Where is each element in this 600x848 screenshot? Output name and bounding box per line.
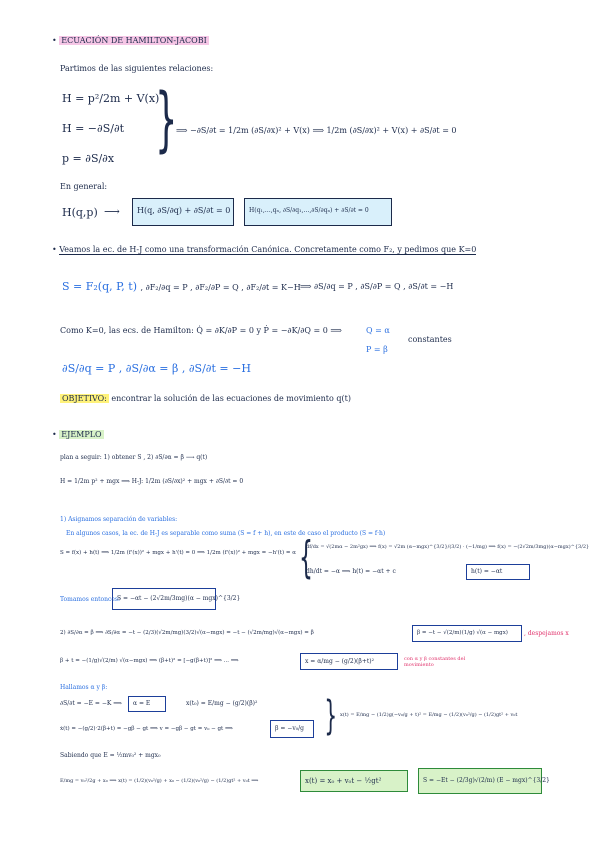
plan-a-seguir: plan a seguir: 1) obtener S , 2) ∂S/∂α = β ⟶ q(t) <box>60 454 208 461</box>
sabiendo-que: Sabiendo que E = ½mv₀² + mgx₀ <box>60 752 161 759</box>
velocity-line: ẋ(t) = −(g/2)·2(β+t) = −gβ − gt ⟹ v = −gβ − gt = v₀ − gt ⟹ <box>60 726 233 732</box>
step1-note: En algunos casos, la ec. de H-J es separable como suma (S = f + h), en este de caso el producto (S = f·h) <box>66 530 386 537</box>
arrow-right-icon: ⟶ <box>104 205 120 218</box>
left-brace-icon: { <box>299 532 313 583</box>
eq-S-F2: S = F₂(q, P, t) , ∂F₂/∂q = P , ∂F₂/∂P = Q , ∂F₂/∂t = K−H <box>62 280 301 293</box>
general-box-1: H(q, ∂S/∂q) + ∂S/∂t = 0 <box>132 198 234 226</box>
step1-df: df/dx = √(2mα − 2m²gx) ⟹ f(x) = √2m (α−mgx)^{3/2}/(3/2) · (−1/mg) ⟹ f(x) = −(2√2m/3mg)(α−mgx)^{3/2} <box>306 544 590 550</box>
hamiltonian-example: H = 1/2m p² + mgx ⟹ H-J: 1/2m (∂S/∂x)² + mgx + ∂S/∂t = 0 <box>60 478 244 485</box>
general-H: H(q,p) <box>62 206 98 219</box>
hj-result: ∂S/∂q = P , ∂S/∂α = β , ∂S/∂t = −H <box>62 362 251 375</box>
alpha-line: ∂S/∂t = −E = −K ⟹ <box>60 700 122 707</box>
x-t0-line: x(t₀) = E/mg − (g/2)(β)² <box>186 700 258 707</box>
bullet-icon: • <box>52 36 57 45</box>
final-x-box: x(t) = x₀ + v₀t − ½gt² <box>300 770 408 792</box>
right-brace-icon: } <box>155 78 178 160</box>
relation-H: H = p²/2m + V(x) <box>62 92 160 105</box>
x-of-alpha-beta-box: x = α/mg − (g/2)(β+t)² <box>300 653 398 670</box>
step1-dh: dh/dt = −α ⟹ h(t) = −αt + c <box>306 568 396 575</box>
right-brace-icon: } <box>324 693 338 739</box>
constants-note: con α y β constantes del movimiento <box>404 656 466 668</box>
constantes-label: constantes <box>408 335 452 344</box>
section1-intro: Partimos de las siguientes relaciones: <box>60 64 214 73</box>
hallamos-title: Hallamos α y β: <box>60 684 108 691</box>
section3-title: EJEMPLO <box>61 430 102 439</box>
objetivo-text: encontrar la solución de las ecuaciones de movimiento q(t) <box>111 394 351 403</box>
eq-S-derivs: ⟹ ∂S/∂q = P , ∂S/∂P = Q , ∂S/∂t = −H <box>300 282 454 291</box>
implies-chain-1: ⟹ −∂S/∂t = 1/2m (∂S/∂x)² + V(x) ⟹ 1/2m (∂S/∂x)² + V(x) + ∂S/∂t = 0 <box>176 126 457 135</box>
x-solution-line: x(t) = E/mg − (1/2)g(−v₀/g + t)² = E/mg − (1/2)(v₀²/g) − (1/2)gt² + v₀t <box>340 712 518 718</box>
tomamos-label: Tomamos entonces: <box>60 596 121 603</box>
q-alpha: Q = α <box>366 326 390 335</box>
section1-title: ECUACIÓN DE HAMILTON-JACOBI <box>61 36 207 45</box>
alpha-box: α = E <box>128 696 166 712</box>
section1-header <box>52 36 209 45</box>
k0-text: Como K=0, las ecs. de Hamilton: Q̇ = ∂K/∂P = 0 y Ṗ = −∂K/∂Q = 0 ⟹ <box>60 326 342 335</box>
beta-eq-box: β = −t − √(2/m)(1/g) √(α − mgx) <box>412 625 522 642</box>
general-box-2: H(q₁,…,qₙ, ∂S/∂q₁,…,∂S/∂qₙ) + ∂S/∂t = 0 <box>244 198 392 226</box>
despejamos-x: , despejamos x <box>524 630 569 637</box>
objetivo-label: OBJETIVO: <box>62 394 107 403</box>
bullet-icon: • <box>52 245 57 254</box>
S-box: S = −αt − (2√2m/3mg)(α − mgx)^{3/2} <box>112 588 216 610</box>
general-label: En general: <box>60 182 108 191</box>
step1-eq: S = f(x) + h(t) ⟹ 1/2m (f'(x))² + mgx + h'(t) = 0 ⟹ 1/2m (f'(x))² + mgx = −h'(t) = α <box>60 550 296 556</box>
step1-title: 1) Asignamos separación de variables: <box>60 516 178 523</box>
relation-H-S: H = −∂S/∂t <box>62 122 125 135</box>
section2-intro: • Veamos la ec. de H-J como una transformación Canónica. Concretamente como F₂, y pedimos que K=0 <box>52 245 477 254</box>
beta-box: β = −v₀/g <box>270 720 314 738</box>
objetivo <box>60 394 351 403</box>
h-box: h(t) = −αt <box>466 564 530 580</box>
p-beta: P = β <box>366 345 388 354</box>
step2-line1: 2) ∂S/∂α = β ⟹ ∂S/∂α = −t − (2/3)(√2m/mg)(3/2)√(α−mgx) = −t − (√2m/mg)√(α−mgx) = β <box>60 630 314 636</box>
relation-p: p = ∂S/∂x <box>62 152 115 165</box>
final-S-box: S = −Et − (2/3g)√(2/m) (E − mgx)^{3/2} <box>418 768 542 794</box>
final-eq: E/mg = v₀²/2g + x₀ ⟹ x(t) = (1/2)(v₀²/g) + x₀ − (1/2)(v₀²/g) − (1/2)gt² + v₀t ⟹ <box>60 778 259 784</box>
bullet-icon: • <box>52 430 57 439</box>
section3-header <box>52 430 104 439</box>
step2-line2: β + t = −(1/g)√(2/m) √(α−mgx) ⟹ (β+t)² = [−g(β+t)]² ⟹ ... ⟹ <box>60 658 239 664</box>
